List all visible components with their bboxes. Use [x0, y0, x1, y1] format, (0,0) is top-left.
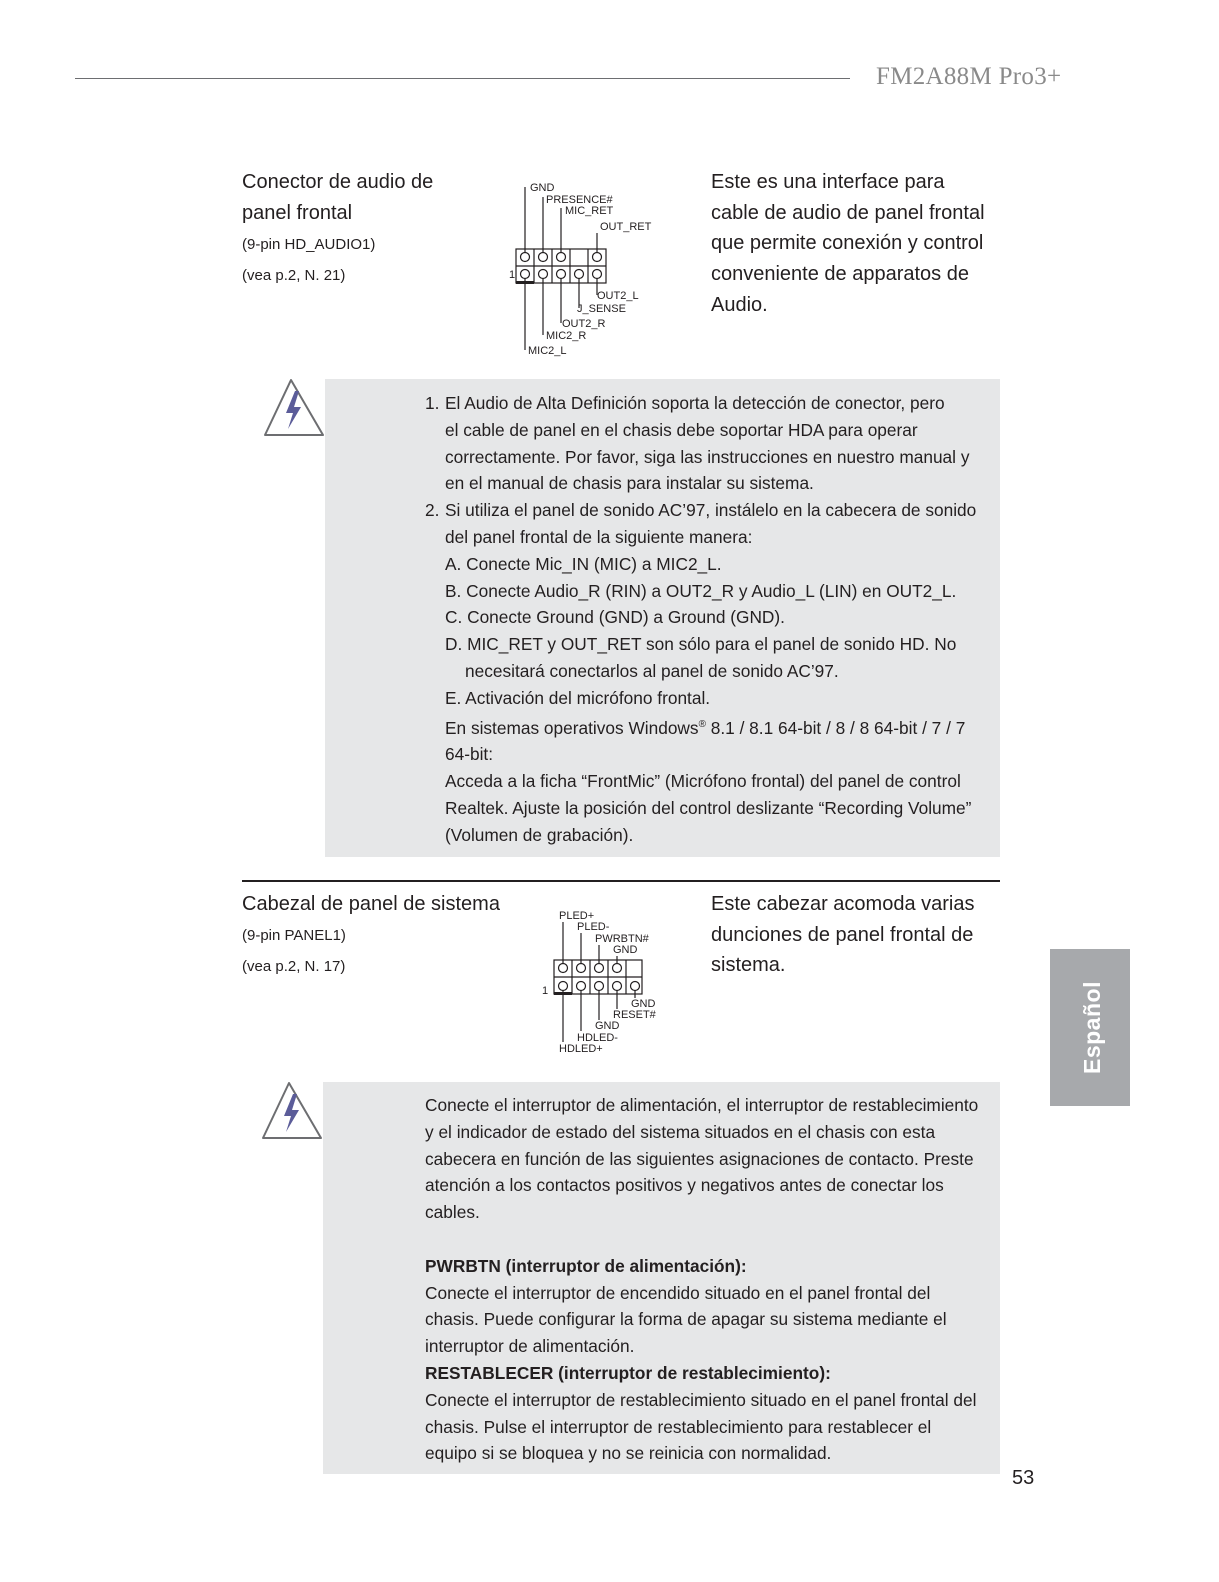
panel-desc-line: dunciones de panel frontal de: [711, 923, 974, 946]
panel-pin-label: GND: [595, 1020, 620, 1032]
panel-desc-line: Este cabezar acomoda varias: [711, 893, 975, 915]
panel-desc-line: sistema.: [711, 954, 786, 977]
note-line: correctamente. Por favor, siga las instrucciones en nuestro manual y: [445, 446, 970, 467]
panel-title: Cabezal de panel de sistema: [242, 893, 500, 915]
note-panel-text: [425, 1092, 1005, 1467]
note-line: cables.: [425, 1202, 480, 1223]
note-line: 64-bit:: [445, 744, 494, 765]
audio-pin-label: OUT2_R: [562, 318, 606, 330]
panel-subtitle-pin: (9-pin PANEL1): [242, 927, 346, 944]
audio-title-line1: Conector de audio de: [242, 171, 434, 193]
audio-desc-line: cable de audio de panel frontal: [711, 201, 985, 224]
list-number: 2.: [425, 500, 440, 521]
system-panel-pin-diagram: [535, 905, 685, 1060]
audio-desc-line: que permite conexión y control: [711, 232, 984, 255]
os-text: 8.1 / 8.1 64-bit / 8 / 8 64-bit / 7 / 7: [705, 717, 966, 738]
note-line: del panel frontal de la siguiente manera:: [445, 526, 753, 547]
panel-pin-label: PLED+: [559, 910, 595, 922]
note-line: Realtek. Ajuste la posición del control deslizante “Recording Volume”: [445, 797, 972, 818]
note-line: y el indicador de estado del sistema situados en el chasis con esta: [425, 1121, 936, 1142]
audio-pin-label: GND: [530, 182, 555, 194]
note-line: interruptor de alimentación.: [425, 1336, 635, 1357]
note-line: C. Conecte Ground (GND) a Ground (GND).: [445, 607, 785, 628]
note-line: chasis. Puede configurar la forma de apagar su sistema mediante el: [425, 1309, 947, 1330]
audio-pin-label: MIC2_L: [528, 345, 567, 357]
panel-pin-label: PWRBTN#: [595, 933, 649, 945]
caution-lightning-icon: [262, 377, 326, 439]
page-number: 53: [1012, 1467, 1035, 1489]
header-model: FM2A88M Pro3+: [876, 63, 1062, 90]
note-line: Conecte el interruptor de restablecimiento situado en el panel frontal del: [425, 1389, 977, 1410]
panel-subtitle-ref: (vea p.2, N. 17): [242, 958, 346, 975]
note-line: Si utiliza el panel de sonido AC’97, instálelo en la cabecera de sonido: [445, 500, 977, 521]
panel-pin-label: HDLED-: [577, 1032, 618, 1044]
audio-pin-label: PRESENCE#: [546, 194, 613, 206]
audio-pin-label: OUT_RET: [600, 221, 652, 233]
audio-desc-line: Audio.: [711, 293, 768, 316]
note-line: necesitará conectarlos al panel de sonido AC’97.: [465, 660, 839, 681]
audio-pin-label: MIC2_R: [546, 330, 587, 342]
note-line: atención a los contactos positivos y negativos antes de conectar los: [425, 1175, 944, 1196]
audio-desc-line: Este es una interface para: [711, 171, 945, 193]
panel-pin-label: PLED-: [577, 921, 610, 933]
registered-mark: ®: [698, 718, 706, 730]
panel-pin-label: HDLED+: [559, 1043, 603, 1055]
audio-subtitle-pin: (9-pin HD_AUDIO1): [242, 236, 376, 253]
reset-heading: RESTABLECER (interruptor de restablecimiento):: [425, 1362, 831, 1383]
panel-description: [711, 889, 974, 981]
note-line: D. MIC_RET y OUT_RET son sólo para el panel de sonido HD. No: [445, 634, 957, 655]
audio-description: [711, 167, 985, 321]
audio-pin-label: J_SENSE: [577, 303, 626, 315]
list-number: 1.: [425, 393, 440, 413]
audio-pin1-marker: 1: [509, 269, 516, 281]
panel-pin-label: RESET#: [613, 1009, 656, 1021]
note-line: chasis. Pulse el interruptor de restablecimiento para restablecer el: [425, 1416, 932, 1437]
note-line: el cable de panel en el chasis debe soportar HDA para operar: [445, 419, 918, 440]
audio-title-line2: panel frontal: [242, 202, 353, 224]
note-line: Acceda a la ficha “FrontMic” (Micrófono frontal) del panel de control: [445, 770, 961, 791]
header-rule: [75, 78, 850, 79]
audio-pin-label: MIC_RET: [565, 205, 614, 217]
note-line: equipo si se bloquea y no se reinicia con normalidad.: [425, 1443, 832, 1464]
audio-subtitle-ref: (vea p.2, N. 21): [242, 267, 346, 284]
hd-audio-pin-diagram: [500, 175, 680, 365]
audio-pin-label: OUT2_L: [597, 290, 639, 302]
note-line: en el manual de chasis para instalar su sistema.: [445, 473, 814, 494]
note-line: (Volumen de grabación).: [445, 824, 634, 845]
pwrbtn-heading: PWRBTN (interruptor de alimentación):: [425, 1255, 747, 1276]
panel-pin-label: GND: [613, 944, 638, 956]
language-tab-label: Español: [1079, 981, 1105, 1074]
note-line: A. Conecte Mic_IN (MIC) a MIC2_L.: [445, 553, 722, 574]
note-audio-text: [425, 390, 1005, 848]
panel-pin-label: GND: [631, 998, 656, 1010]
note-line: El Audio de Alta Definición soporta la detección de conector, pero: [445, 393, 945, 413]
caution-lightning-icon: [260, 1080, 324, 1142]
note-line: E. Activación del micrófono frontal.: [445, 687, 711, 708]
section-separator: [242, 880, 1000, 882]
note-line: B. Conecte Audio_R (RIN) a OUT2_R y Audio_L (LIN) en OUT2_L.: [445, 580, 957, 601]
note-line: Conecte el interruptor de alimentación, el interruptor de restablecimiento: [425, 1095, 979, 1115]
os-text: En sistemas operativos Windows: [445, 717, 699, 738]
panel-pin1-marker: 1: [542, 985, 549, 997]
note-line: Conecte el interruptor de encendido situado en el panel frontal del: [425, 1282, 931, 1303]
note-line-os: [445, 712, 1005, 742]
audio-desc-line: conveniente de apparatos de: [711, 263, 969, 286]
note-line: cabecera en función de las siguientes asignaciones de contacto. Preste: [425, 1148, 974, 1169]
